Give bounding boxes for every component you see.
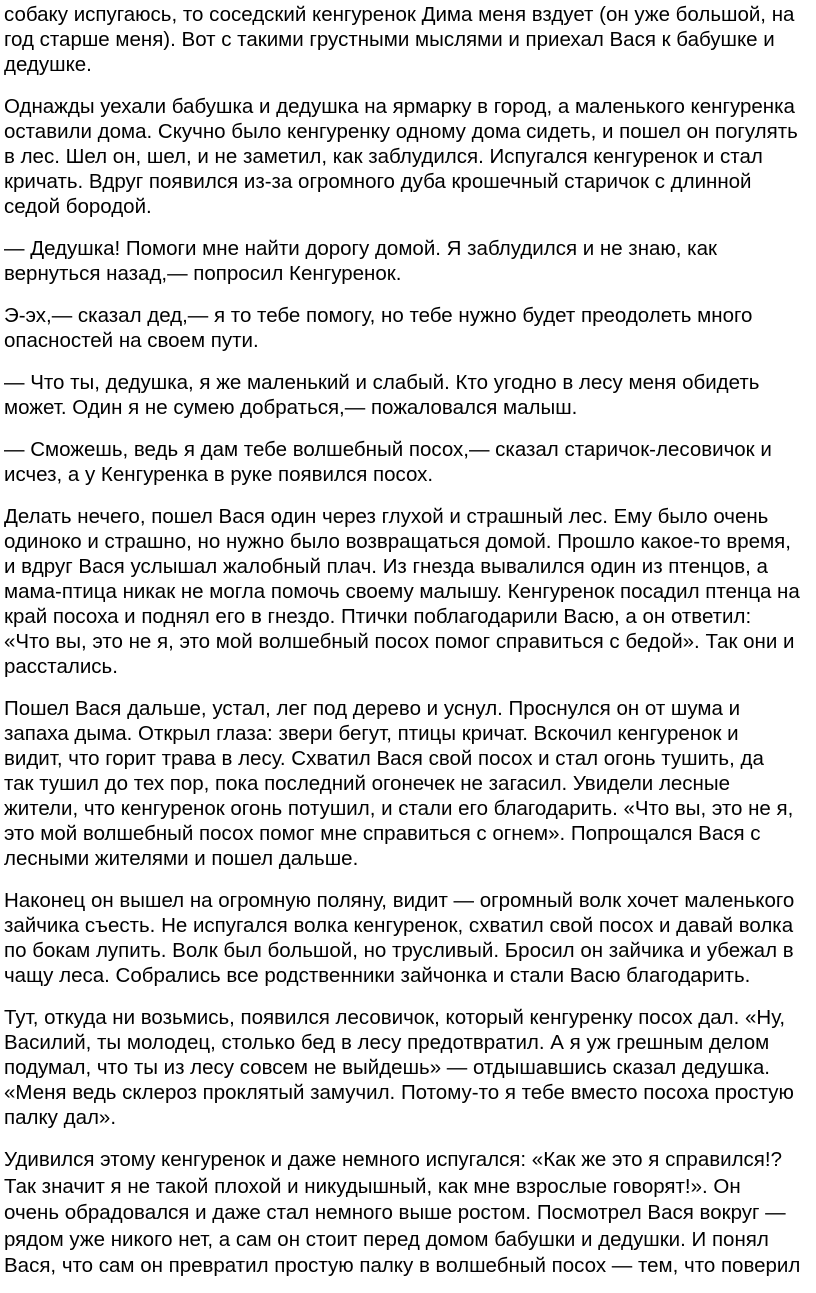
text-line: очень обрадовался и даже стал немного выше ростом. Посмотрел Вася вокруг — [4, 1201, 786, 1224]
paragraph [4, 696, 816, 871]
text-line: Удивился этому кенгуренок и даже немного испугался: «Как же это я справился!? [4, 1148, 782, 1171]
paragraph [4, 888, 816, 988]
text-line: исчез, а у Кенгуренка в руке появился посох. [4, 463, 434, 486]
text-line: палку дал». [4, 1106, 117, 1129]
paragraph [4, 504, 816, 679]
text-line: Наконец он вышел на огромную поляну, видит — огромный волк хочет маленького [4, 889, 795, 912]
text-line: собаку испугаюсь, то соседский кенгуренок Дима меня вздует (он уже большой, на [4, 3, 795, 26]
text-line: Делать нечего, пошел Вася один через глухой и страшный лес. Ему было очень [4, 505, 769, 528]
text-line: Так значит я не такой плохой и никудышный, как мне взрослые говорят!». Он [4, 1174, 741, 1198]
text-line: мама-птица никак не могла помочь своему малышу. Кенгуренок посадил птенца на [4, 580, 800, 603]
text-line: в лес. Шел он, шел, и не заметил, как заблудился. Испугался кенгуренок и стал [4, 145, 763, 168]
text-line: Василий, ты молодец, столько бед в лесу предотвратил. А я уж грешным делом [4, 1031, 770, 1054]
text-line: чащу леса. Собрались все родственники зайчонка и стали Васю благодарить. [4, 964, 751, 987]
text-line: «Меня ведь склероз проклятый замучил. Потому-то я тебе вместо посоха простую [4, 1081, 794, 1104]
text-line: Э-эх,— сказал дед,— я то тебе помогу, но тебе нужно будет преодолеть много [4, 304, 753, 327]
text-line: запаха дыма. Открыл глаза: звери бегут, птицы кричат. Вскочил кенгуренок и [4, 722, 739, 745]
text-line: — Дедушка! Помоги мне найти дорогу домой. Я заблудился и не знаю, как [4, 237, 717, 260]
text-line: жители, что кенгуренок огонь потушил, и стали его благодарить. «Что вы, это не я, [4, 797, 794, 820]
text-line: Однажды уехали бабушка и дедушка на ярмарку в город, а маленького кенгуренка [4, 95, 795, 118]
paragraph [4, 94, 816, 219]
text-line: зайчика съесть. Не испугался волка кенгуренок, схватил свой посох и давай волка [4, 914, 794, 937]
paragraph [4, 236, 816, 286]
paragraph [4, 370, 816, 420]
text-line: одиноко и страшно, но нужно было возвращаться домой. Прошло какое-то время, [4, 530, 791, 553]
text-line: вернуться назад,— попросил Кенгуренок. [4, 262, 402, 285]
text-line: видит, что горит трава в лесу. Схватил Вася свой посох и стал огонь тушить, да [4, 747, 764, 770]
text-line: лесными жителями и пошел дальше. [4, 847, 359, 870]
text-line: рядом уже никого нет, а сам он стоит перед домом бабушки и дедушки. И понял [4, 1227, 769, 1251]
text-line: — Сможешь, ведь я дам тебе волшебный посох,— сказал старичок-лесовичок и [4, 438, 772, 461]
text-line: Пошел Вася дальше, устал, лег под дерево и уснул. Проснулся он от шума и [4, 697, 741, 720]
text-line: опасностей на своем пути. [4, 329, 259, 352]
paragraph [4, 2, 816, 77]
text-line: «Что вы, это не я, это мой волшебный посох помог справиться с бедой». Так они и [4, 630, 795, 653]
text-line: кричать. Вдруг появился из-за огромного дуба крошечный старичок с длинной [4, 170, 752, 193]
text-line: расстались. [4, 655, 118, 678]
text-line: оставили дома. Скучно было кенгуренку одному дома сидеть, и пошел он погулять [4, 120, 798, 143]
text-line: седой бородой. [4, 195, 152, 218]
paragraph [4, 1005, 816, 1130]
text-line: край посоха и поднял его в гнездо. Птички поблагодарили Васю, а он ответил: [4, 605, 752, 628]
text-line: дедушке. [4, 53, 92, 76]
text-line: год старше меня). Вот с такими грустными мыслями и приехал Вася к бабушке и [4, 28, 775, 51]
text-line: и вдруг Вася услышал жалобный плач. Из гнезда вывалился один из птенцов, а [4, 555, 768, 578]
text-line: подумал, что ты из лесу совсем не выйдешь» — отдышавшись сказал дедушка. [4, 1056, 770, 1079]
paragraph [4, 303, 816, 353]
paragraph [4, 437, 816, 487]
text-line: это мой волшебный посох помог мне справиться с огнем». Попрощался Вася с [4, 822, 761, 845]
text-line: так тушил до тех пор, пока последний огонечек не загасил. Увидели лесные [4, 772, 731, 795]
text-line: может. Один я не сумею добраться,— пожаловался малыш. [4, 396, 578, 419]
text-line: Тут, откуда ни возьмись, появился лесовичок, который кенгуренку посох дал. «Ну, [4, 1006, 786, 1029]
paragraph [4, 1147, 816, 1280]
text-line: Вася, что сам он превратил простую палку в волшебный посох — тем, что поверил [4, 1254, 801, 1277]
text-line: по бокам лупить. Волк был большой, но трусливый. Бросил он зайчика и убежал в [4, 939, 794, 962]
text-line: — Что ты, дедушка, я же маленький и слабый. Кто угодно в лесу меня обидеть [4, 371, 760, 394]
